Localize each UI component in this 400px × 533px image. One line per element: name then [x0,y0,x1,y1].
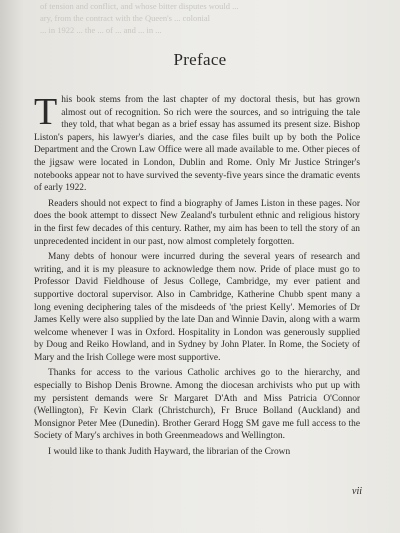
drop-cap: T [34,91,58,133]
page-number: vii [352,486,362,497]
bleed-line: of tension and conflict, and whose bitter disputes would ... [40,1,239,11]
paragraph-1 [34,91,360,195]
bleed-through-text [40,0,370,40]
page-title: Preface [173,50,227,69]
paragraph-text: his book stems from the last chapter of my doctoral thesis, but has grown almost out of recognition. So rich were the sources, and so intriguing the tale they told, that what began as a brief essay has assumed its present size. Bishop Liston's papers, his lawyer's diaries, and the case files built up by both the Police Department and the Crown Law Office were all made available to me. Other pieces of the jigsaw were located in London, Dublin and Rome. Only Mr Justice Stringer's notebooks appear not to have survived the seventy-five years since the dramatic events of early 1922. [34,95,360,194]
paragraph-5: I would like to thank Judith Hayward, the librarian of the Crown [48,447,291,458]
paragraph-3: Many debts of honour were incurred during the several years of research and writing, and it is my pleasure to acknowledge them now. Pride of place must go to Professor David Fieldhouse of Jesus College, Cambridge, my ever patient and supportive doctoral supervisor. Also in Cambridge, Katherine Chubb spent many a long evening deciphering tales of the misdeeds of 'the priest Kelly'. Memories of Dr James Kelly were also supplied by the late Dan and Winnie Davin, along with a warm welcome whenever I was in Oxford. Hospitality in London was generously supplied by Doug and Reiko Howland, and in Sydney by John Plater. In Rome, the Society of Mary and the Irish College were most supportive. [34,252,360,363]
paragraph-2: Readers should not expect to find a biography of James Liston in these pages. Nor does the book attempt to dissect New Zealand's turbulent ethnic and religious history in the first few decades of this century. Rather, my aim has been to tell the story of an unprecedented incident in our past, now almost completely forgotten. [34,198,360,247]
bleed-line: ary, from the contract with the Queen's ... colonial [40,13,210,23]
bleed-line: ... in 1922 ... the ... of ... and ... in ... [40,25,162,35]
preface-body [34,91,360,462]
paragraph-4: Thanks for access to the various Catholic archives go to the hierarchy, and especially to Bishop Denis Browne. Among the diocesan archivists who put up with my persistent demands were Sr Margaret D'Ath and Miss Patricia O'Connor (Wellington), Fr Kevin Clark (Christchurch), Fr Bruce Bolland (Auckland) and Monsignor Peter Mee (Dunedin). Brother Gerard Hogg SM gave me full access to the Society of Mary's archives in both Greenmeadows and Wellington. [34,368,360,442]
